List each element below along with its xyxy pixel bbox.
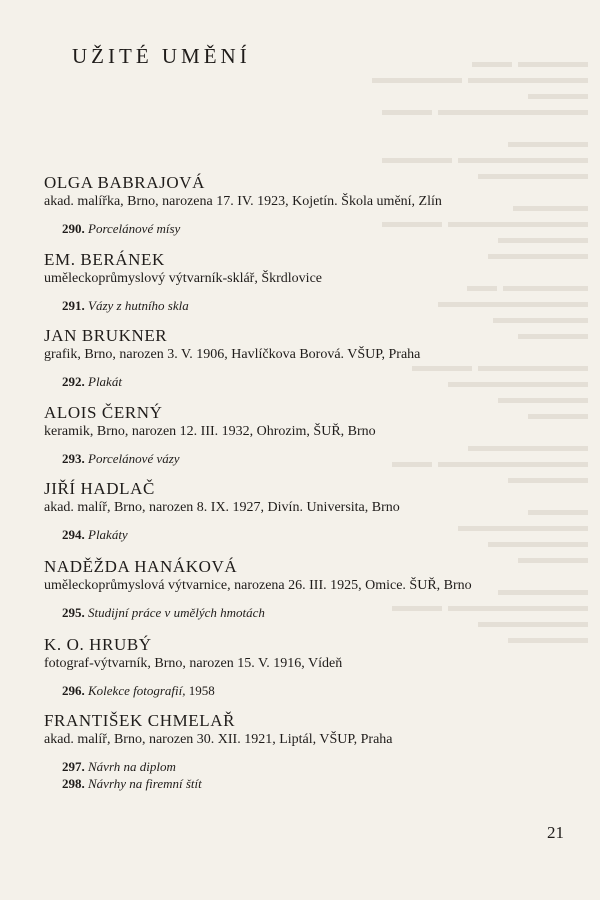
artist-entry: [44, 479, 584, 543]
work-title: Plakáty: [88, 527, 128, 542]
artist-entry: [44, 250, 584, 314]
work-title: Studijní práce v umělých hmotách: [88, 605, 265, 620]
work-title: Porcelánové vázy: [88, 451, 180, 466]
work-item: [62, 450, 584, 467]
work-number: 296.: [62, 683, 85, 698]
work-number: 297.: [62, 759, 85, 774]
artist-bio: uměleckoprůmyslový výtvarník-sklář, Škrdlovice: [44, 271, 322, 286]
work-title: Plakát: [88, 374, 122, 389]
section-title: UŽITÉ UMĚNÍ: [72, 44, 251, 68]
work-item: [62, 604, 584, 621]
artist-name: FRANTIŠEK CHMELAŘ: [44, 711, 236, 730]
work-list: [44, 450, 584, 467]
work-item: [62, 297, 584, 314]
work-item: [62, 682, 584, 699]
artist-bio: akad. malíř, Brno, narozen 30. XII. 1921, Liptál, VŠUP, Praha: [44, 732, 393, 747]
work-number: 292.: [62, 374, 85, 389]
work-item: [62, 775, 584, 792]
work-number: 291.: [62, 298, 85, 313]
artist-entry: [44, 326, 584, 390]
work-title: Vázy z hutního skla: [88, 298, 189, 313]
artist-entry: [44, 173, 584, 237]
work-number: 294.: [62, 527, 85, 542]
artist-bio: keramik, Brno, narozen 12. III. 1932, Ohrozim, ŠUŘ, Brno: [44, 424, 376, 439]
work-number: 293.: [62, 451, 85, 466]
work-item: [62, 526, 584, 543]
work-year: 1958: [185, 683, 215, 698]
work-number: 295.: [62, 605, 85, 620]
artist-name: ALOIS ČERNÝ: [44, 403, 163, 422]
work-number: 290.: [62, 221, 85, 236]
artist-bio: uměleckoprůmyslová výtvarnice, narozena 26. III. 1925, Omice. ŠUŘ, Brno: [44, 578, 472, 593]
work-list: [44, 297, 584, 314]
artist-entry: [44, 635, 584, 699]
artist-bio: fotograf-výtvarník, Brno, narozen 15. V. 1916, Vídeň: [44, 656, 343, 671]
work-title: Návrh na diplom: [88, 759, 176, 774]
artist-bio: akad. malíř, Brno, narozen 8. IX. 1927, Divín. Universita, Brno: [44, 500, 400, 515]
work-item: [62, 758, 584, 775]
artist-name: NADĚŽDA HANÁKOVÁ: [44, 557, 238, 576]
artist-name: K. O. HRUBÝ: [44, 635, 152, 654]
work-title: Porcelánové mísy: [88, 221, 181, 236]
artist-name: JIŘÍ HADLAČ: [44, 479, 155, 498]
artist-entry: [44, 403, 584, 467]
work-item: [62, 220, 584, 237]
work-list: [44, 526, 584, 543]
page-number: 21: [547, 823, 564, 842]
work-title: Návrhy na firemní štít: [88, 776, 202, 791]
work-list: [44, 682, 584, 699]
artist-entry: [44, 711, 584, 792]
work-list: [44, 373, 584, 390]
artist-name: EM. BERÁNEK: [44, 250, 165, 269]
artist-name: OLGA BABRAJOVÁ: [44, 173, 205, 192]
artist-bio: grafik, Brno, narozen 3. V. 1906, Havlíčkova Borová. VŠUP, Praha: [44, 347, 421, 362]
work-list: [44, 604, 584, 621]
work-title: Kolekce fotografií,: [88, 683, 186, 698]
work-item: [62, 373, 584, 390]
artist-bio: akad. malířka, Brno, narozena 17. IV. 1923, Kojetín. Škola umění, Zlín: [44, 194, 442, 209]
work-list: [44, 220, 584, 237]
artist-name: JAN BRUKNER: [44, 326, 168, 345]
work-number: 298.: [62, 776, 85, 791]
artist-entry: [44, 557, 584, 621]
work-list: [44, 758, 584, 792]
